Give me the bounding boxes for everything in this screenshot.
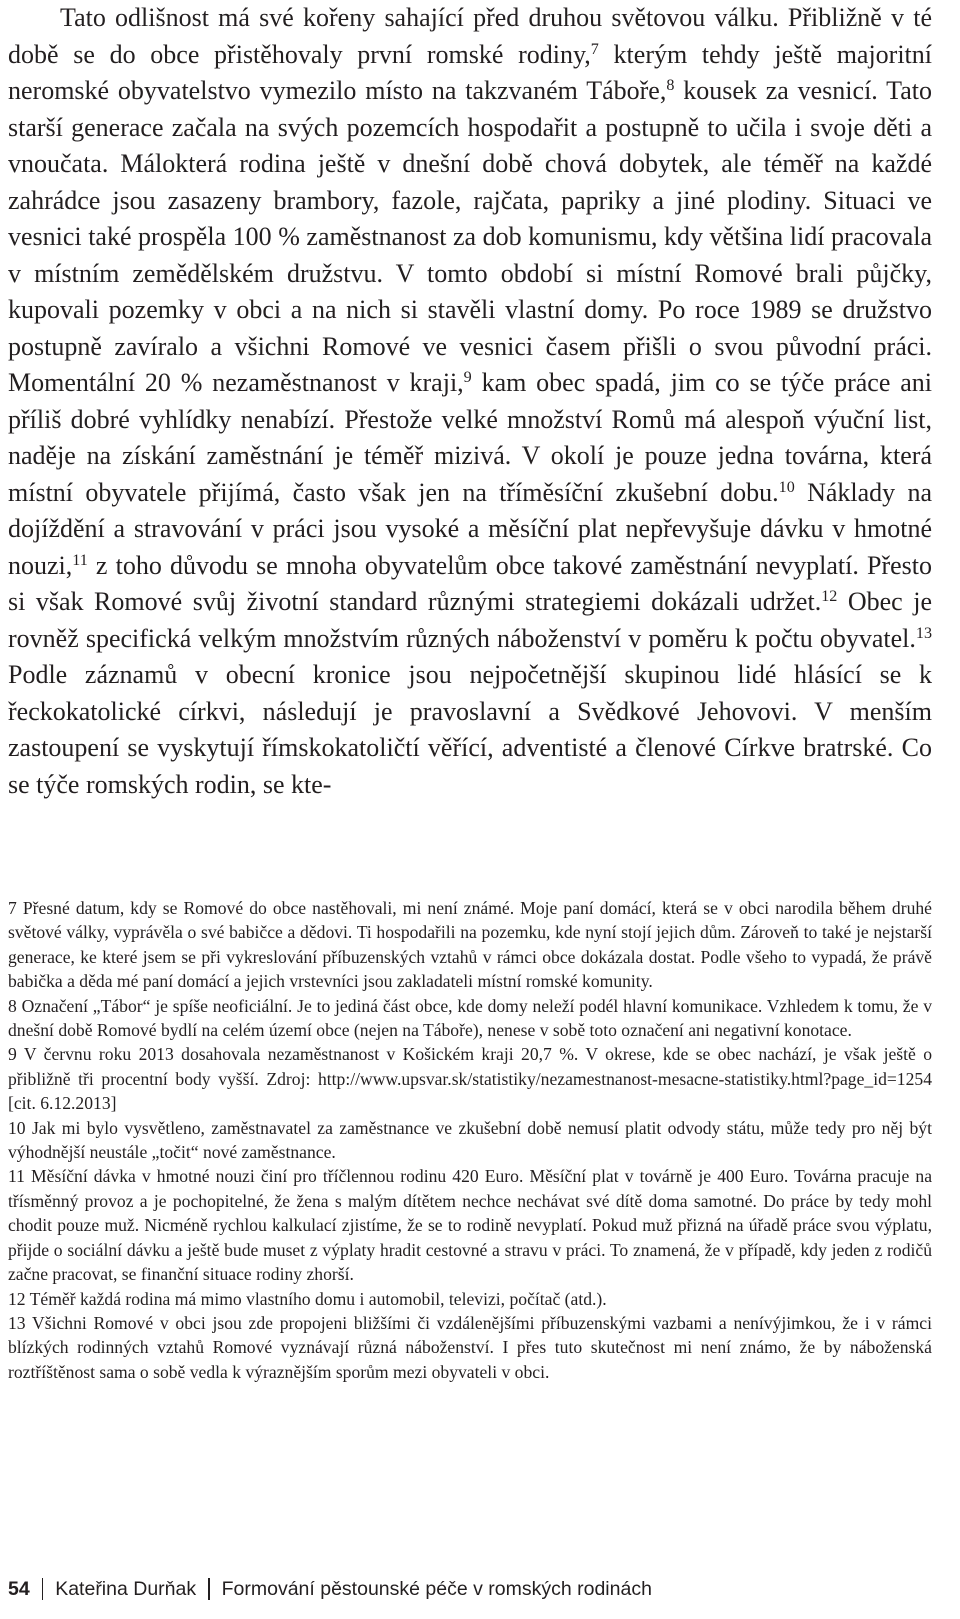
body-text: kam obec spadá, jim co se týče práce ani příliš dobré vyhlídky nenabízí. Přestože velké množství Romů má alespoň výuční list, naděje na získání zaměstnání je téměř mizivá. V okolí je pouze jedna továrna, která místní obyvatele přijímá, často však jen na tříměsíční zkušební dobu. [8, 368, 932, 507]
footnotes [8, 896, 932, 1384]
footer-separator [42, 1578, 44, 1600]
footnote-9: 9 V červnu roku 2013 dosahovala nezaměstnanost v Košickém kraji 20,7 %. V okrese, kde se obec nachází, je však ještě o přibližně tři procentní body vyšší. Zdroj: http://www.upsvar.sk/statistiky/nezamestnanost-mesacne-statistiky.html?page_id=1254 [cit. 6.12.2013] [8, 1044, 932, 1114]
body-text: Tato odlišnost má své kořeny sahající před druhou světovou válku. Přibližně v té době se do obce přistěhovaly první romské rodiny, [8, 3, 932, 69]
body-text: kterým tehdy ještě majoritní neromské obyvatelstvo vymezilo místo na takzvaném Táboře, [8, 39, 933, 105]
footnote-11: 11 Měsíční dávka v hmotné nouzi činí pro tříčlennou rodinu 420 Euro. Měsíční plat v továrně je 400 Euro. Továrna pracuje na třísměnný provoz a je pochopitelné, že žena s malým dítětem nechce nechávat své dítě doma samotné. Do práce by tedy mohl chodit pouze muž. Nicméně rychlou kalkulací zjistíme, že se to rodině nevyplatí. Pokud muž přizná na úřadě práce svou výplatu, přijde o sociální dávku a ještě bude muset z výplaty hradit cestovné a stravu v práci. To znamená, že v případě, kdy jeden z rodičů začne pracovat, se finanční situace rodiny zhorší. [8, 1166, 932, 1285]
footer-author: Kateřina Durňak [55, 1578, 197, 1600]
body-text: kousek za vesnicí. Tato starší generace začala na svých pozemcích hospodařit a postupně to učila i svoje děti a vnoučata. Málokterá rodina ještě v dnešní době chová dobytek, ale téměř na každé zahrádce jsou zasazeny brambory, fazole, rajčata, papriky a jiné plodiny. Situaci ve vesnici také prospěla 100 % zaměstnanost za dob komunismu, kdy většina lidí pracovala v místním zemědělském družstvu. V tomto období si místní Romové brali půjčky, kupovali pozemky v obci a na nich si stavěli vlastní domy. Po roce 1989 se družstvo postupně zavíralo a všichni Romové ve vesnici časem přišli o svou původní práci. Momentální 20 % nezaměstnanost v kraji, [8, 76, 932, 397]
footnote-ref-12[interactable]: 12 [821, 588, 838, 606]
footnote-8: 8 Označení „Tábor“ je spíše neoficiální. Je to jediná část obce, kde domy neleží podél hlavní komunikace. Vzhledem k tomu, že v dnešní době Romové bydlí na celém území obce (nejen na Táboře), nenese v sobě toto označení ani negativní konotace. [8, 995, 932, 1041]
footnote-ref-11[interactable]: 11 [72, 551, 88, 569]
footnote-ref-8[interactable]: 8 [666, 77, 675, 95]
footnote-7: 7 Přesné datum, kdy se Romové do obce nastěhovali, mi není známé. Moje paní domácí, která se v obci narodila během druhé světové války, vyprávěla o své babičce a dědovi. Ti hospodařili na pozemku, kde nyní stojí jejich dům. Zároveň to také je nejstarší generace, ke které jsem se při vykreslování příbuzenských vztahů v rámci obce dokázala dostat. Podle všeho to vypadá, že právě babička a děda mé paní domácí a jejich vrstevníci jsou zakladateli místní romské komunity. [8, 898, 932, 992]
footnote-12: 12 Téměř každá rodina má mimo vlastního domu i automobil, televizi, počítač (atd.). [8, 1288, 607, 1309]
footnote-ref-9[interactable]: 9 [463, 369, 472, 387]
footnote-ref-13[interactable]: 13 [915, 624, 932, 642]
body-text: Náklady na dojíždění a stravování v práci jsou vysoké a měsíční plat nepřevyšuje dávku v hmotné nouzi, [8, 477, 933, 580]
body-paragraph [8, 0, 932, 803]
footer-book-title: Formování pěstounské péče v romských rodinách [221, 1578, 652, 1600]
footer-separator [208, 1578, 210, 1600]
footnote-10: 10 Jak mi bylo vysvětleno, zaměstnavatel za zaměstnance ve zkušební době nemusí platit odvody státu, může tedy pro něj být výhodnější neustále „točit“ nové zaměstnance. [8, 1117, 932, 1163]
footnote-13: 13 Všichni Romové v obci jsou zde propojeni bližšími či vzdálenějšími příbuzenskými vazbami a nenívýjimkou, že i v rámci blízkých rodinných vztahů Romové vyznávají různá náboženství. I přes tuto skutečnost mi není známo, že by náboženská roztříštěnost sama o sobě vedla k výraznějším sporům mezi obyvateli v obci. [8, 1312, 932, 1382]
body-text: Obec je rovněž specifická velkým množstvím různých náboženství v poměru k počtu obyvatel. [8, 587, 932, 653]
page-number: 54 [8, 1578, 30, 1600]
footnote-ref-7[interactable]: 7 [590, 40, 599, 58]
body-text: Podle záznamů v obecní kronice jsou nejpočetnější skupinou lidé hlásící se k řeckokatolické církvi, následují je pravoslavní a Svědkové Jehovovi. V menším zastoupení se vyskytují římskokatoličtí věřící, adventisté a členové Církve bratrské. Co se týče romských rodin, se kte- [8, 660, 932, 799]
body-text: z toho důvodu se mnoha obyvatelům obce takové zaměstnání nevyplatí. Přesto si však Romové svůj životní standard různými strategiemi dokázali udržet. [8, 550, 932, 616]
footnote-ref-10[interactable]: 10 [778, 478, 795, 496]
page-footer [8, 1574, 652, 1604]
